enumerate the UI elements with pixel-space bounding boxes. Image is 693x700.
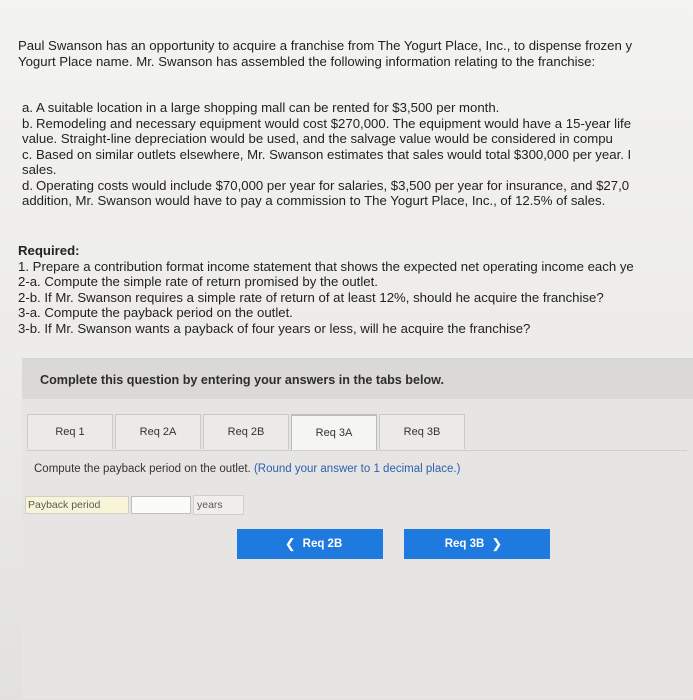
- required-item: 3-a. Compute the payback period on the outlet.: [18, 305, 293, 321]
- panel-header: [22, 359, 693, 399]
- answer-row: [25, 495, 244, 515]
- intro-line-2: Yogurt Place name. Mr. Swanson has assembled the following information relating to the franchise:: [18, 54, 596, 69]
- tab-req-3b[interactable]: Req 3B: [379, 414, 465, 449]
- fact-letter: c.: [22, 146, 33, 162]
- fact-text-continued: value. Straight-line depreciation would be used, and the salvage value would be considered in compu: [22, 131, 613, 146]
- tab-bar: [27, 414, 467, 450]
- payback-period-input[interactable]: [131, 496, 191, 514]
- payback-period-label: Payback period: [25, 496, 129, 514]
- next-req-3b-button[interactable]: [404, 529, 550, 559]
- fact-text: A suitable location in a large shopping mall can be rented for $3,500 per month.: [36, 100, 500, 115]
- required-section: [18, 243, 693, 337]
- fact-d: [22, 178, 693, 194]
- fact-text-continued: sales.: [22, 162, 57, 177]
- intro-line-1: Paul Swanson has an opportunity to acquire a franchise from The Yogurt Place, Inc., to dispense frozen y: [18, 38, 633, 53]
- instruction-note: (Round your answer to 1 decimal place.): [253, 463, 461, 475]
- payback-period-unit: years: [193, 495, 244, 515]
- next-button-label: Req 3B: [444, 538, 485, 550]
- fact-letter: d.: [22, 177, 33, 193]
- fact-text-continued: addition, Mr. Swanson would have to pay a commission to The Yogurt Place, Inc., of 12.5% of sales.: [22, 193, 606, 208]
- fact-letter: b.: [22, 115, 33, 131]
- chevron-left-icon: ❮: [284, 536, 296, 551]
- tab-req-1[interactable]: Req 1: [27, 414, 113, 449]
- panel-header-text: Complete this question by entering your answers in the tabs below.: [40, 373, 444, 387]
- tab-req-3a[interactable]: Req 3A: [291, 414, 377, 450]
- fact-b: [22, 116, 693, 132]
- tab-req-2b[interactable]: Req 2B: [203, 414, 289, 449]
- facts-list: [22, 100, 693, 209]
- prev-button-label: Req 2B: [302, 538, 343, 550]
- required-heading: Required:: [18, 243, 80, 258]
- required-item: 2-a. Compute the simple rate of return promised by the outlet.: [18, 274, 378, 290]
- intro-text: [18, 38, 693, 70]
- required-item: 1. Prepare a contribution format income statement that shows the expected net operating income each ye: [18, 258, 634, 274]
- instruction-text: Compute the payback period on the outlet.: [34, 463, 251, 475]
- fact-c: [22, 147, 693, 163]
- instruction: [34, 463, 460, 475]
- required-item: 2-b. If Mr. Swanson requires a simple rate of return of at least 12%, should he acquire the franchise?: [18, 289, 604, 305]
- fact-text: Based on similar outlets elsewhere, Mr. Swanson estimates that sales would total $300,000 per year. I: [36, 146, 632, 162]
- fact-letter: a.: [22, 100, 33, 115]
- answer-panel: [22, 358, 693, 699]
- tab-divider: [27, 450, 687, 451]
- fact-a: [22, 100, 693, 116]
- fact-text: Operating costs would include $70,000 per year for salaries, $3,500 per year for insurance, and $27,0: [36, 177, 630, 193]
- tab-req-2a[interactable]: Req 2A: [115, 414, 201, 449]
- chevron-right-icon: ❯: [491, 536, 503, 551]
- required-item: 3-b. If Mr. Swanson wants a payback of four years or less, will he acquire the franchise?: [18, 320, 531, 336]
- fact-text: Remodeling and necessary equipment would cost $270,000. The equipment would have a 15-year life: [36, 115, 632, 131]
- prev-req-2b-button[interactable]: [237, 529, 383, 559]
